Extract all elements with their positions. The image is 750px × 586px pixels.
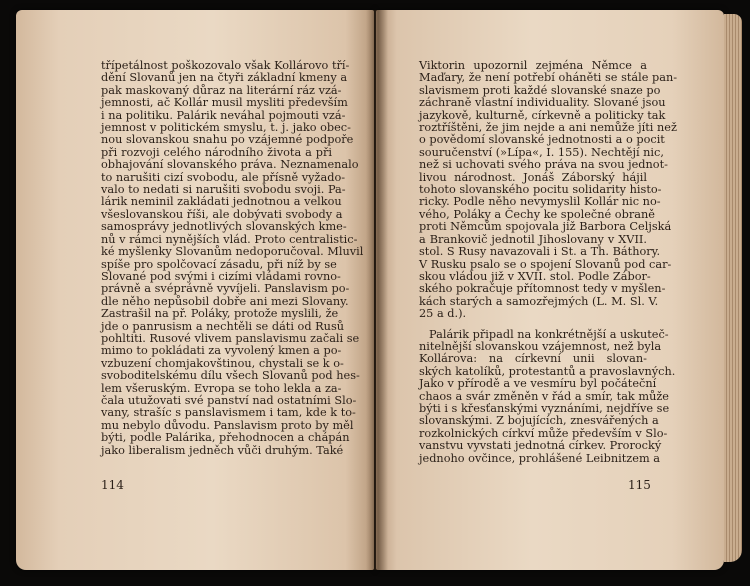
text-line: rozkolnických církví může především v Slo- xyxy=(419,426,668,440)
text-line: vzbuzení chomjakovštinou, chystali se k o- xyxy=(101,356,344,370)
text-line: vého, Poláky a Čechy ke společné obraně xyxy=(419,207,655,221)
text-line: i na politiku. Palárik neváhal pojmouti vzá- xyxy=(101,108,346,122)
text-line: dění Slovanů jen na čtyři základní kmeny a xyxy=(101,71,348,85)
text-line: spíše pro spolčovací zásadu, při níž by se xyxy=(101,257,337,271)
text-line: ských katolíků, protestantů a pravoslavných. xyxy=(419,364,676,378)
text-line: stol. S Rusy navazovali i St. a Th. Báthory. xyxy=(419,245,661,259)
text-line: pohltiti. Rusové vlivem panslavismu začali se xyxy=(101,331,360,345)
text-line: vanstvu vyvstati jednotná církev. Prorocký xyxy=(419,439,662,453)
text-line: Palárik připadl na konkrétnější a uskuteč- xyxy=(429,327,669,341)
text-line: nitelnější slovanskou vzájemnost, než byla xyxy=(419,339,662,353)
text-line: livou národnost. Jonáš Záborský hájil xyxy=(419,170,647,184)
text-line: Maďary, že není potřebí oháněti se stále pan- xyxy=(419,71,678,85)
text-line: souručenství (»Lípa«, I. 155). Nechtějí nic, xyxy=(419,145,664,159)
left-page-number: 114 xyxy=(101,478,124,492)
text-line: pak maskovaný důraz na literární ráz vzá- xyxy=(101,83,342,97)
text-line: býti, podle Palárika, přehodnocen a chápán xyxy=(101,431,350,445)
text-line: o povědomí slovanské jednotnosti a o pocit xyxy=(419,133,665,147)
text-line: skou vládou již v XVII. stol. Podle Zábor- xyxy=(419,269,651,283)
text-line: V Rusku psalo se o spojení Slovanů pod car- xyxy=(419,257,672,271)
page-edges xyxy=(724,14,742,562)
text-line: Kollárova: na církevní unii slovan- xyxy=(419,352,647,366)
text-line: jemnost v politickém smyslu, t. j. jako obec- xyxy=(101,121,351,135)
text-line: mimo to pokládati za vyvolený kmen a po- xyxy=(101,344,342,358)
text-line: roztříštěni, že jim nejde a ani nemůže jíti než xyxy=(419,121,677,135)
text-line: Zastrašil na př. Poláky, protože myslili, že xyxy=(101,307,339,321)
text-line: lárik neminil zakládati jednotnou a velkou xyxy=(101,195,342,209)
text-line: valo to nedati si narušiti svobodu svoji. Pa- xyxy=(101,183,346,197)
text-line: mu nebylo důvodu. Panslavism proto by měl xyxy=(101,418,354,432)
text-line: nou slovanskou snahu po vzájemné podpoře xyxy=(101,133,354,147)
text-line: ského pokračuje přítomnost tedy v myšlen- xyxy=(419,282,666,296)
text-line: chaos a svár změněn v řád a smír, tak může xyxy=(419,389,669,403)
text-line: třípetálnost poškozovalo však Kollárovo tří- xyxy=(101,59,350,72)
right-page-text xyxy=(419,59,678,465)
text-line: kách starých a samozřejmých (L. M. Sl. V. xyxy=(419,294,659,308)
left-page-text xyxy=(101,59,364,457)
text-line: býti i s křesťanskými vyznáními, nejdříve se xyxy=(419,401,670,415)
text-line: při rozvoji celého národního života a při xyxy=(101,145,332,159)
text-line: 25 a d.). xyxy=(419,307,467,321)
text-line: právně a svéprávně vyvíjeli. Panslavism po- xyxy=(101,282,350,296)
text-line: Slované pod svými i cizími vládami rovno- xyxy=(101,269,341,283)
text-line: ricky. Podle něho nevymyslil Kollár nic no- xyxy=(419,195,661,209)
text-line: dle něho nepůsobil dobře ani mezi Slovany. xyxy=(101,294,349,308)
text-line: tohoto slovanského pocitu solidarity histo- xyxy=(419,183,662,197)
text-line: svoboditelskému dílu všech Slovanů pod hes- xyxy=(101,369,360,383)
text-line: Viktorin upozornil zejména Němce a xyxy=(419,59,647,72)
text-line: proti Němcům spojovala již Barbora Celjská xyxy=(419,220,672,234)
right-page-number: 115 xyxy=(628,478,651,492)
book-spine xyxy=(366,10,388,570)
text-line: než si uchovati svého práva na svou jednot- xyxy=(419,158,668,172)
text-line: jde o panrusism a nechtěli se dáti od Rusů xyxy=(101,319,345,333)
text-line: všeslovanskou říši, ale dobývati svobody a xyxy=(101,207,343,221)
text-line: jednoho ovčince, prohlášené Leibnitzem a xyxy=(419,451,660,465)
text-line: záchraně vlastní individuality. Slované jsou xyxy=(419,96,666,110)
text-line: Jako v přírodě a ve vesmíru byl počáteční xyxy=(419,377,657,391)
text-line: a Brankovič jednotil Jihoslovany v XVII. xyxy=(419,232,647,246)
text-line: slavismem proti každé slovanské snaze po xyxy=(419,83,661,97)
text-line: lem všeruským. Evropa se toho lekla a za- xyxy=(101,381,342,395)
text-line: to narušiti cizí svobodu, ale přísně vyžado- xyxy=(101,170,346,184)
text-line: obhajování slovanského práva. Neznamenalo xyxy=(101,158,359,172)
text-line: samosprávy jednotlivých slovanských kme- xyxy=(101,220,347,234)
text-line: vany, strašíc s panslavismem i tam, kde k to- xyxy=(101,406,356,420)
text-line: slovanskými. Z bojujících, znesvářených a xyxy=(419,414,659,428)
text-line: nů v rámci nynějších vlád. Proto centralistic- xyxy=(101,232,358,246)
text-line: jemnosti, ač Kollár musil mysliti především xyxy=(101,96,348,110)
text-line: jazykově, kulturně, církevně a politicky tak xyxy=(419,108,666,122)
text-line: čala utužovati své panství nad ostatními Slo- xyxy=(101,393,357,407)
text-line: ké myšlenky Slovanům nedoporučoval. Mluvil xyxy=(101,245,364,259)
text-line: jako liberalism jedněch vůči druhým. Také xyxy=(101,443,344,457)
